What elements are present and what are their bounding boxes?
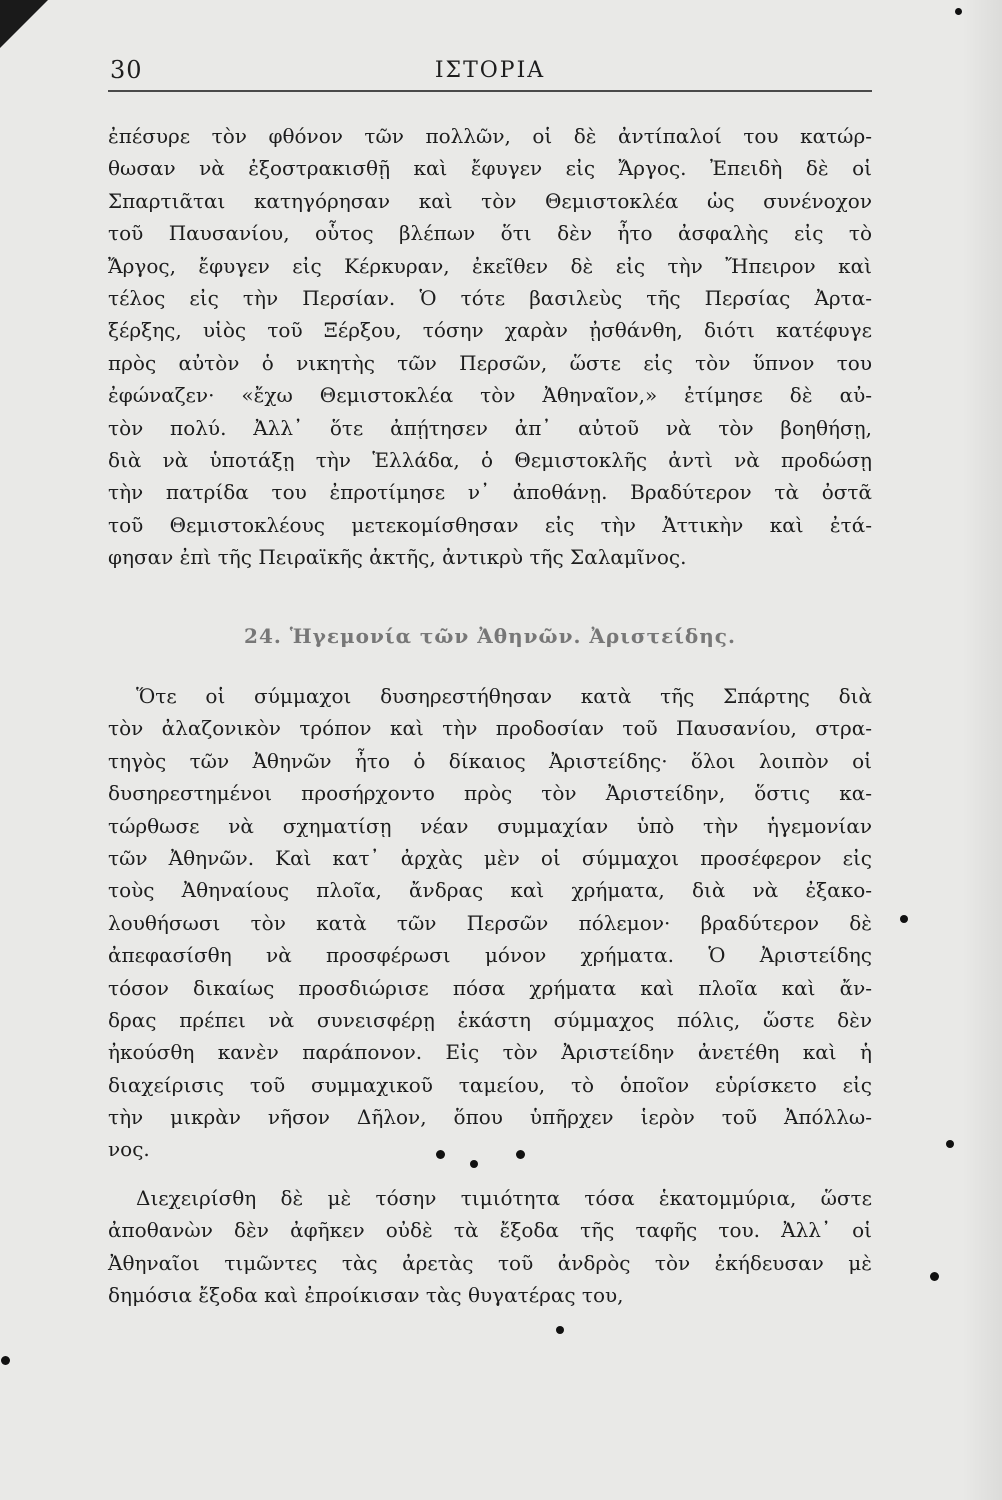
ink-spot: [470, 1160, 478, 1168]
text-line: φησαν ἐπὶ τῆς Πειραϊκῆς ἀκτῆς, ἀντικρὺ τῆς Σαλαμῖνος.: [108, 545, 687, 570]
running-title: ΙΣΤΟΡΙΑ: [434, 58, 546, 83]
text-line: Ἀθηναῖοι τιμῶντες τὰς ἀρετὰς τοῦ ἀνδρὸς τὸν ἐκήδευσαν μὲ: [108, 1250, 872, 1275]
header-rule: [108, 90, 872, 92]
text-line: ἀποθανὼν δὲν ἀφῆκεν οὐδὲ τὰ ἔξοδα τῆς ταφῆς του. Ἀλλ᾽ οἱ: [108, 1218, 872, 1243]
text-line: τὸν πολύ. Ἀλλ᾽ ὅτε ἀπῄτησεν ἀπ᾽ αὐτοῦ νὰ τὸν βοηθήσῃ,: [108, 415, 872, 440]
ink-spot: [900, 915, 908, 923]
text-line: τηγὸς τῶν Ἀθηνῶν ἦτο ὁ δίκαιος Ἀριστείδης· ὅλοι λοιπὸν οἱ: [108, 748, 872, 773]
text-line: διὰ νὰ ὑποτάξῃ τὴν Ἑλλάδα, ὁ Θεμιστοκλῆς ἀντὶ νὰ προδώσῃ: [108, 447, 872, 472]
text-line: τὴν πατρίδα του ἐπροτίμησε ν᾽ ἀποθάνῃ. Βραδύτερον τὰ ὀστᾶ: [108, 480, 872, 505]
ink-spot: [946, 1140, 954, 1148]
text-line: ἠκούσθη κανὲν παράπονον. Εἰς τὸν Ἀριστείδην ἀνετέθη καὶ ἡ: [108, 1040, 872, 1065]
text-line: τώρθωσε νὰ σχηματίσῃ νέαν συμμαχίαν ὑπὸ τὴν ἡγεμονίαν: [108, 813, 872, 838]
text-line: Ὅτε οἱ σύμμαχοι δυσηρεστήθησαν κατὰ τῆς Σπάρτης διὰ: [136, 684, 872, 708]
text-line: ξέρξης, υἱὸς τοῦ Ξέρξου, τόσην χαρὰν ᾐσθάνθη, διότι κατέφυγε: [108, 318, 872, 343]
text-line: ἐφώναζεν· «ἔχω Θεμιστοκλέα τὸν Ἀθηναῖον,» ἐτίμησε δὲ αὐ-: [108, 383, 872, 408]
page-number: 30: [110, 56, 143, 84]
paragraph-treasury: [108, 1182, 872, 1312]
text-line: ἐπέσυρε τὸν φθόνον τῶν πολλῶν, οἱ δὲ ἀντίπαλοί του κατώρ-: [108, 124, 872, 148]
text-line: τῶν Ἀθηνῶν. Καὶ κατ᾽ ἀρχὰς μὲν οἱ σύμμαχοι προσέφερον εἰς: [108, 845, 872, 870]
text-line: δρας πρέπει νὰ συνεισφέρῃ ἑκάστη σύμμαχος πόλις, ὥστε δὲν: [108, 1007, 872, 1032]
paragraph-aristides: [108, 680, 872, 1166]
ink-spot: [516, 1150, 525, 1159]
text-line: Σπαρτιᾶται κατηγόρησαν καὶ τὸν Θεμιστοκλέα ὡς συνένοχον: [108, 188, 872, 213]
text-line: νος.: [108, 1137, 150, 1162]
ink-spot: [1, 1356, 10, 1365]
scan-corner-shadow: [0, 0, 48, 48]
text-line: Διεχειρίσθη δὲ μὲ τόσην τιμιότητα τόσα ἑκατομμύρια, ὥστε: [136, 1186, 872, 1210]
text-line: τὸν ἀλαζονικὸν τρόπον καὶ τὴν προδοσίαν τοῦ Παυσανίου, στρα-: [108, 716, 872, 741]
text-line: ἀπεφασίσθη νὰ προσφέρωσι μόνον χρήματα. Ὁ Ἀριστείδης: [108, 943, 872, 968]
text-line: δυσηρεστημένοι προσήρχοντο πρὸς τὸν Ἀριστείδην, ὅστις κα-: [108, 781, 872, 806]
text-line: τὴν μικρὰν νῆσον Δῆλον, ὅπου ὑπῆρχεν ἱερὸν τοῦ Ἀπόλλω-: [108, 1105, 872, 1130]
text-line: τέλος εἰς τὴν Περσίαν. Ὁ τότε βασιλεὺς τῆς Περσίας Ἀρτα-: [108, 285, 872, 310]
text-line: λουθήσωσι τὸν κατὰ τῶν Περσῶν πόλεμον· βραδύτερον δὲ: [108, 910, 872, 935]
text-line: θωσαν νὰ ἐξοστρακισθῇ καὶ ἔφυγεν εἰς Ἄργος. Ἐπειδὴ δὲ οἱ: [108, 156, 872, 181]
page-header: [110, 52, 870, 92]
text-line: τοῦ Παυσανίου, οὗτος βλέπων ὅτι δὲν ἦτο ἀσφαλὴς εἰς τὸ: [108, 221, 872, 246]
text-line: πρὸς αὐτὸν ὁ νικητὴς τῶν Περσῶν, ὥστε εἰς τὸν ὕπνον του: [108, 350, 872, 375]
page-edge-shadow: [962, 0, 1002, 1500]
ink-spot: [955, 8, 962, 15]
ink-spot: [556, 1326, 564, 1334]
text-line: τόσον δικαίως προσδιώρισε πόσα χρήματα καὶ πλοῖα καὶ ἄν-: [108, 975, 872, 1000]
ink-spot: [436, 1150, 445, 1159]
text-line: τοῦ Θεμιστοκλέους μετεκομίσθησαν εἰς τὴν Ἀττικὴν καὶ ἐτά-: [108, 512, 872, 537]
text-line: διαχείρισις τοῦ συμμαχικοῦ ταμείου, τὸ ὁποῖον εὑρίσκετο εἰς: [108, 1072, 872, 1097]
text-line: τοὺς Ἀθηναίους πλοῖα, ἄνδρας καὶ χρήματα, διὰ νὰ ἐξακο-: [108, 878, 872, 903]
section-heading: 24. Ἡγεμονία τῶν Ἀθηνῶν. Ἀριστείδης.: [244, 624, 736, 648]
text-line: Ἄργος, ἔφυγεν εἰς Κέρκυραν, ἐκεῖθεν δὲ εἰς τὴν Ἤπειρον καὶ: [108, 253, 872, 278]
text-line: δημόσια ἔξοδα καὶ ἐπροίκισαν τὰς θυγατέρας του,: [108, 1283, 624, 1308]
paragraph-themistocles: [108, 120, 872, 573]
ink-spot: [930, 1272, 939, 1281]
